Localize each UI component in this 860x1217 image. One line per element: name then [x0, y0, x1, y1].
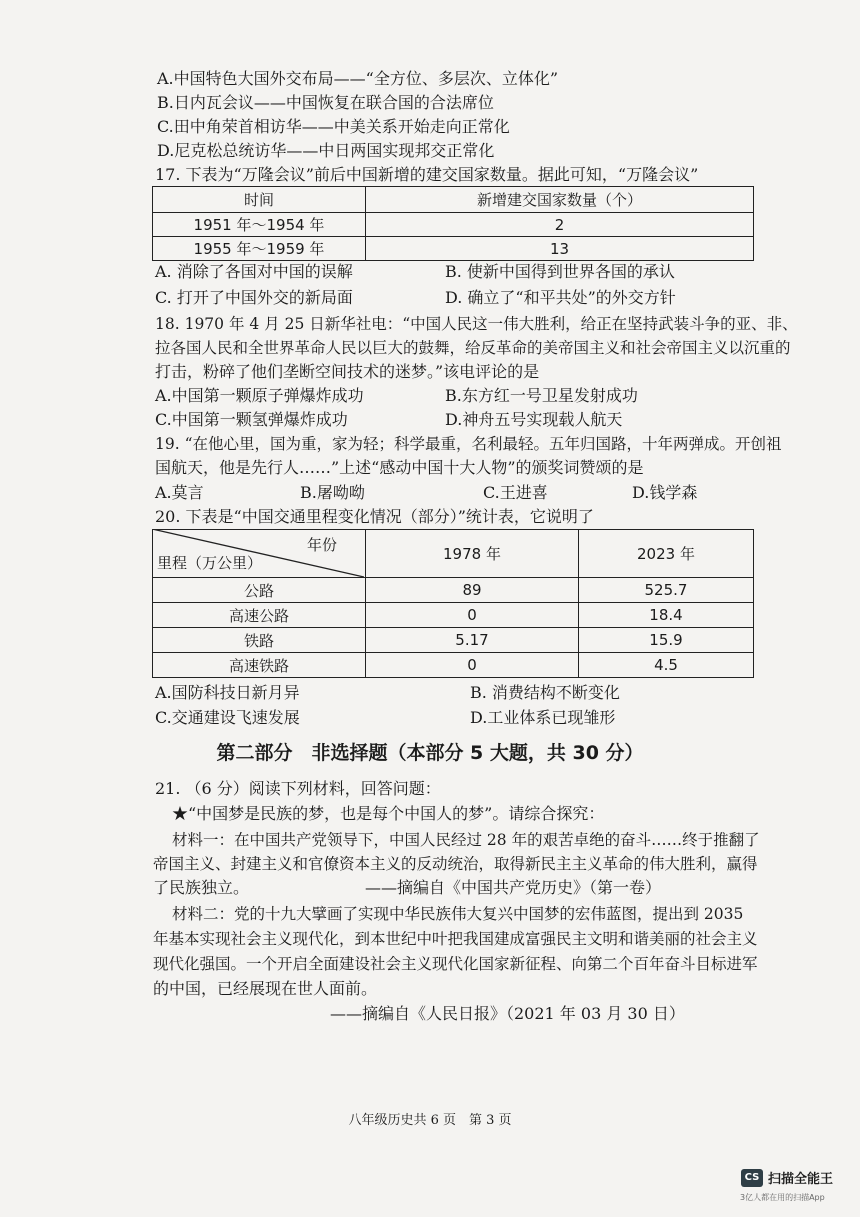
q18-option-a: A.中国第一颗原子弹爆炸成功 — [155, 386, 364, 405]
q17-header-count: 新增建交国家数量（个） — [366, 187, 754, 213]
q21-material1-line2: 帝国主义、封建主义和官僚资本主义的反动统治，取得新民主主义革命的伟大胜利，赢得 — [153, 855, 758, 873]
q19-option-b: B.屠呦呦 — [300, 483, 365, 502]
q20-cell: 89 — [366, 578, 579, 603]
q18-option-c: C.中国第一颗氢弹爆炸成功 — [155, 410, 348, 429]
page-footer: 八年级历史共 6 页 第 3 页 — [348, 1113, 512, 1128]
table-row — [153, 213, 754, 237]
q20-cell: 高速铁路 — [153, 653, 366, 678]
q21-material1-source: ——摘编自《中国共产党历史》（第一卷） — [365, 878, 662, 897]
q18-line2: 拉各国人民和全世界革命人民以巨大的鼓舞，给反革命的美帝国主义和社会帝国主义以沉重的 — [155, 339, 791, 357]
q17-option-b: B. 使新中国得到世界各国的承认 — [445, 262, 675, 281]
q17-stem: 17. 下表为“万隆会议”前后中国新增的建交国家数量。据此可知，“万隆会议” — [155, 165, 699, 184]
q20-cell: 18.4 — [579, 603, 754, 628]
q20-option-d: D.工业体系已现雏形 — [470, 708, 616, 727]
q17-cell: 2 — [366, 213, 754, 237]
q20-stem: 20. 下表是“中国交通里程变化情况（部分）”统计表，它说明了 — [155, 507, 594, 526]
table-row — [153, 653, 754, 678]
q17-table-header — [153, 187, 754, 213]
table-row — [153, 578, 754, 603]
q18-line3: 打击，粉碎了他们垄断空间技术的迷梦。”该电评论的是 — [155, 362, 540, 381]
q21-material2-line2: 年基本实现社会主义现代化，到本世纪中叶把我国建成富强民主文明和谐美丽的社会主义 — [153, 930, 758, 948]
q20-cell: 0 — [366, 603, 579, 628]
q19-line2: 国航天，他是先行人……”上述“感动中国十大人物”的颁奖词赞颂的是 — [155, 458, 644, 477]
q20-header-year: 1978 年 — [366, 530, 579, 578]
q20-option-a: A.国防科技日新月异 — [155, 683, 300, 702]
q20-cell: 525.7 — [579, 578, 754, 603]
q19-option-d: D.钱学森 — [632, 483, 698, 502]
q19-option-c: C.王进喜 — [483, 483, 548, 502]
q16-option-b: B.日内瓦会议——中国恢复在联合国的合法席位 — [157, 93, 494, 112]
q17-option-c: C. 打开了中国外交的新局面 — [155, 288, 353, 307]
q21-material2-line4: 的中国，已经展现在世人面前。 — [153, 979, 378, 998]
q21-material1-line3: 了民族独立。 — [153, 878, 250, 897]
q18-option-d: D.神舟五号实现载人航天 — [445, 410, 623, 429]
q20-cell: 5.17 — [366, 628, 579, 653]
q20-corner-year: 年份 — [306, 536, 337, 554]
q19-option-a: A.莫言 — [155, 483, 204, 502]
table-row — [153, 628, 754, 653]
q21-stem: 21. （6 分）阅读下列材料，回答问题： — [155, 779, 441, 798]
q17-option-a: A. 消除了各国对中国的误解 — [155, 262, 353, 281]
q20-cell: 公路 — [153, 578, 366, 603]
q21-material2-source: ——摘编自《人民日报》（2021 年 03 月 30 日） — [330, 1004, 685, 1023]
q17-cell: 1951 年～1954 年 — [153, 213, 366, 237]
q16-option-c: C.田中角荣首相访华——中美关系开始走向正常化 — [157, 117, 510, 136]
q17-option-d: D. 确立了“和平共处”的外交方针 — [445, 288, 676, 307]
q20-corner-mileage: 里程（万公里） — [157, 554, 263, 572]
q20-cell: 0 — [366, 653, 579, 678]
q20-option-c: C.交通建设飞速发展 — [155, 708, 300, 727]
q19-line1: 19. “在他心里，国为重，家为轻；科学最重，名利最轻。五年归国路，十年两弹成。开创祖 — [155, 435, 782, 453]
camscanner-name: 扫描全能王 — [768, 1172, 834, 1187]
camscanner-tagline: 3亿人都在用的扫描App — [740, 1193, 825, 1202]
q20-cell: 15.9 — [579, 628, 754, 653]
q18-line1: 18. 1970 年 4 月 25 日新华社电：“中国人民这一伟大胜利，给正在坚持武装斗争的亚、非、 — [155, 315, 798, 333]
q16-option-d: D.尼克松总统访华——中日两国实现邦交正常化 — [157, 141, 495, 160]
q21-material2-line3: 现代化强国。一个开启全面建设社会主义现代化国家新征程、向第二个百年奋斗目标进军 — [153, 955, 758, 973]
q20-cell: 4.5 — [579, 653, 754, 678]
camscanner-logo-icon: CS — [741, 1169, 763, 1187]
q20-corner-diagonal — [152, 529, 364, 577]
q17-cell: 13 — [366, 237, 754, 261]
q20-header-year: 2023 年 — [579, 530, 754, 578]
q21-material2-line1: 材料二：党的十九大擘画了实现中华民族伟大复兴中国梦的宏伟蓝图，提出到 2035 — [172, 905, 744, 923]
q20-cell: 铁路 — [153, 628, 366, 653]
q18-option-b: B.东方红一号卫星发射成功 — [445, 386, 638, 405]
q17-cell: 1955 年～1959 年 — [153, 237, 366, 261]
q17-table — [152, 186, 754, 261]
q21-material1-line1: 材料一：在中国共产党领导下，中国人民经过 28 年的艰苦卓绝的奋斗……终于推翻了 — [172, 831, 760, 849]
q16-option-a: A.中国特色大国外交布局——“全方位、多层次、立体化” — [157, 69, 559, 88]
q20-cell: 高速公路 — [153, 603, 366, 628]
q17-header-time: 时间 — [153, 187, 366, 213]
part2-heading: 第二部分 非选择题（本部分 5 大题，共 30 分） — [216, 742, 644, 764]
q21-intro: ★“中国梦是民族的梦，也是每个中国人的梦”。请综合探究： — [172, 804, 605, 823]
q20-option-b: B. 消费结构不断变化 — [470, 683, 620, 702]
table-row — [153, 603, 754, 628]
table-row — [153, 237, 754, 261]
